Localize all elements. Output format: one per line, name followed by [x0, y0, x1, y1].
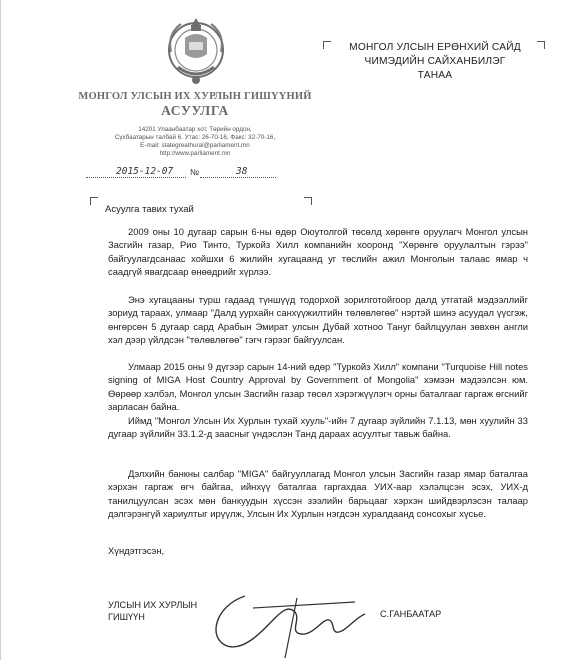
number-label: №	[190, 167, 200, 177]
closing-line: Хүндэтгэсэн,	[108, 545, 165, 556]
signer-name: С.ГАНБААТАР	[380, 609, 442, 619]
date-dotted-line	[86, 177, 186, 178]
addressee-line: МОНГОЛ УЛСЫН ЕРӨНХИЙ САЙД	[349, 42, 521, 53]
signer-title-line1: УЛСЫН ИХ ХУРЛЫН	[108, 600, 198, 610]
addressee-name: ЧИМЭДИЙН САЙХАНБИЛЭГ	[364, 56, 506, 67]
state-emblem	[163, 12, 229, 90]
subject-bracket-left	[90, 197, 98, 205]
handwritten-date: 2015-12-07	[116, 166, 174, 177]
signer-title-line2: ГИШҮҮН	[108, 612, 145, 622]
body-paragraph: Дэлхийн банкны салбар "MIGA" байгууллагад Монгол улсын Засгийн газар ямар баталгаа хэрхэн гаргаж өгч байгаа, ийнхүү баталгаа гаргахдаа УИХ-аар хэлэлцсэн эсэх, УИХ-д танилцуулсан эсэх мөн банкуудын хүссэн зээлийн барьцааг хэрхэн шийдвэрлэсэн талаар дэлгэрэнгүй хариултыг ирүүлж, Улсын Их Хурлын нэгдсэн хуралдаанд сонсохыг хүсье.	[108, 468, 528, 519]
subject-line: Асуулга тавих тухай	[105, 204, 194, 215]
body-paragraph: 2009 оны 10 дугаар сарын 6-ны өдөр Оюутолгой төсөлд хөрөнгө оруулагч Монгол улсын Засгийн газар, Рио Тинто, Туркойз Хилл компанийн хооронд "Хөрөнгө оруулалтын гэрээ" байгуулагдсанаас хойшхи 6 жилийн хугацаанд уг төслийн ажил Монголын талаас ямар ч саадгүй явагдсаар өнөөдрийг хүрлээ.	[108, 226, 528, 277]
handwritten-number: 38	[236, 166, 248, 177]
email-line: E-mail: stategreathural@parliament.mn	[140, 142, 250, 149]
body-paragraph: Энэ хугацааны турш гадаад түншүүд тодорхой зорилготойгоор далд утгатай мэдээллийг зориуд тараах, улмаар "Далд уурхайн санхүүжилтийн төлөвлөгөө" нэртэй шинэ асуудал үүсгэж, өнгөрсөн 5 дугаар сард Арабын Эмират улсын Дубай хотноо Тануг байлцуулан зөвхөн англи хэл дээр үйлдсэн "төлөвлөгөө" гэгч гэрээг байгуулсан.	[108, 294, 528, 345]
document-type-title: АСУУЛГА	[161, 103, 229, 118]
address-phone-line: Сүхбаатарын талбай 6. Утас: 26-70-16, Факс: 32-70-16,	[114, 134, 276, 141]
website-line: http://www.parliament.mn	[159, 150, 231, 157]
subject-bracket-right	[304, 197, 312, 205]
left-border	[0, 0, 1, 660]
org-title: МОНГОЛ УЛСЫН ИХ ХУРЛЫН ГИШҮҮНИЙ	[78, 91, 312, 102]
body-paragraph: Улмаар 2015 оны 9 дүгээр сарын 14-ний өдөр "Туркойз Хилл" компани "Turquoise Hill notes signing of MIGA Host Country Approval by Government of Mongolia" хэмээн мэдээлсэн юм. Өөрөөр хэлбэл, Монгол улсын Засгийн газар төсөл хэрэгжүүлэгч орны баталгааг гаргаж өгснийг зарласан байна.	[108, 361, 528, 412]
body-paragraph: Иймд "Монгол Улсын Их Хурлын тухай хууль"-ийн 7 дугаар зүйлийн 7.1.13, мөн хуулийн 33 дугаар зүйлийн 33.1.2-д заасныг үндэслэн Танд дараах асуултыг тавьж байна.	[108, 415, 528, 440]
handwritten-signature	[205, 588, 375, 660]
date-number-line	[86, 166, 276, 180]
address-line: 14201 Улаанбаатар хот, Төрийн ордон,	[138, 126, 252, 133]
number-dotted-line	[200, 177, 276, 178]
addressee-suffix: ТАНАА	[417, 70, 453, 81]
